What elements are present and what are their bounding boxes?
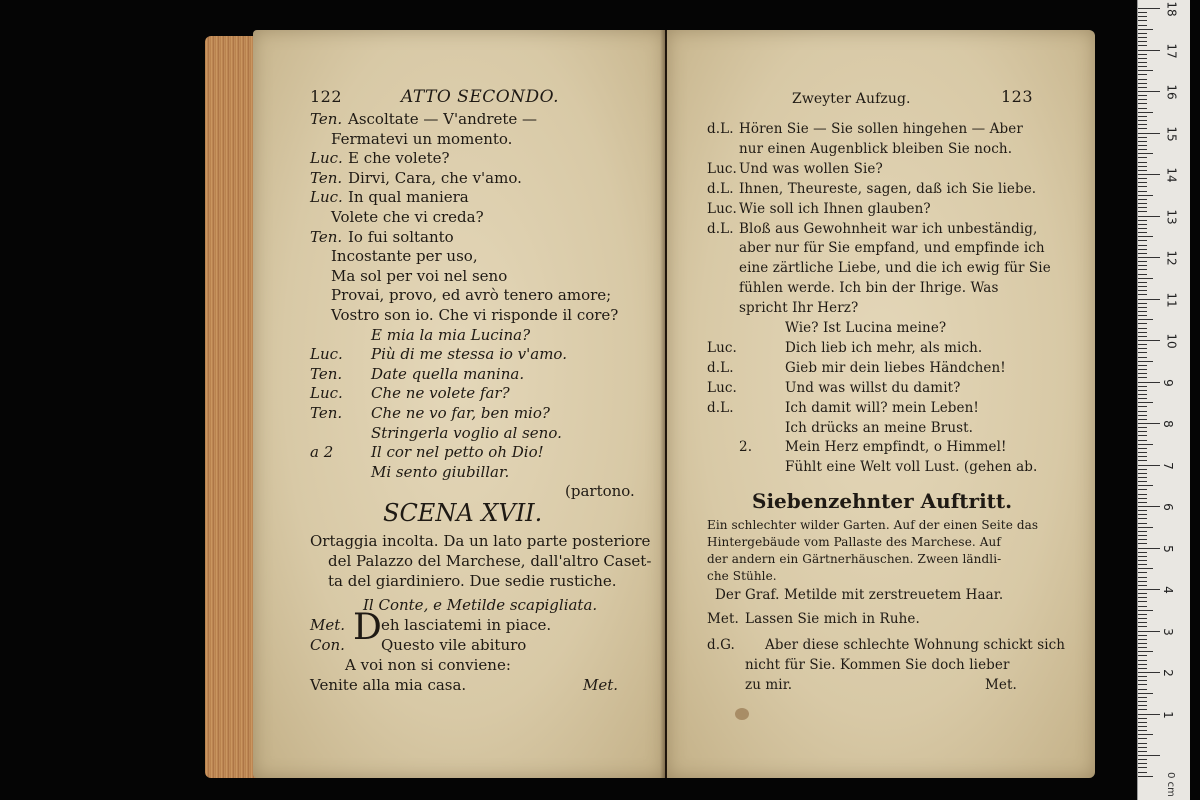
- right-catchword: Met.: [985, 677, 1017, 693]
- ruler-tick: [1138, 535, 1147, 536]
- ruler-tick: [1138, 149, 1147, 150]
- ruler-tick: [1138, 216, 1160, 217]
- ruler-tick: [1138, 606, 1147, 607]
- ruler-tick: [1138, 286, 1147, 287]
- right-speaker: Luc.: [707, 379, 737, 396]
- ruler-tick: [1138, 494, 1147, 495]
- ruler-tick: [1138, 352, 1147, 353]
- ruler-tick: [1138, 651, 1153, 652]
- left-line-text: Provai, provo, ed avrò tenero amore;: [331, 286, 612, 305]
- ruler-tick: [1138, 572, 1147, 573]
- left-speaker: Ten.: [310, 404, 343, 422]
- ruler-tick: [1138, 340, 1160, 341]
- ruler-tick: [1138, 722, 1147, 723]
- ruler-tick: [1138, 232, 1147, 233]
- right-stage-direction-4: che Stühle.: [707, 569, 777, 583]
- ruler-number: 16: [1164, 84, 1179, 100]
- ruler-tick: [1138, 382, 1160, 383]
- ruler-tick: [1138, 697, 1147, 698]
- right-speaker: d.L.: [707, 220, 734, 237]
- right-line-text: fühlen werde. Ich bin der Ihrige. Was: [739, 280, 999, 297]
- left-speaker: Luc.: [310, 384, 343, 403]
- ruler-tick: [1138, 299, 1160, 300]
- ruler-tick: [1138, 332, 1147, 333]
- left-line-text: Mi sento giubillar.: [371, 462, 510, 481]
- left-speaker: Ten.: [310, 227, 343, 246]
- ruler-tick: [1138, 510, 1147, 511]
- left-dialogue-speaker-1: Met.: [310, 616, 346, 634]
- ruler-tick: [1138, 257, 1160, 258]
- right-speaker: Luc.: [707, 200, 737, 217]
- ruler-tick: [1138, 730, 1147, 731]
- ruler-number: 3: [1160, 627, 1175, 636]
- ruler-tick: [1138, 16, 1147, 17]
- ruler-tick: [1138, 738, 1147, 739]
- left-line-text: Volete che vi creda?: [331, 208, 484, 226]
- ruler-tick: [1138, 37, 1147, 38]
- ruler-tick: [1138, 265, 1147, 266]
- ruler-tick: [1138, 419, 1147, 420]
- left-line-text: Che ne vo far, ben mio?: [371, 404, 550, 422]
- ruler-tick: [1138, 311, 1147, 312]
- right-speaker: Luc.: [707, 339, 737, 356]
- ruler-tick: [1138, 626, 1147, 627]
- ruler-tick: [1138, 315, 1147, 316]
- ruler-tick: [1138, 186, 1147, 187]
- ruler-tick: [1138, 714, 1160, 715]
- ruler-tick: [1138, 178, 1147, 179]
- left-line-text: Stringerla voglio al seno.: [371, 423, 562, 442]
- ruler-tick: [1138, 58, 1147, 59]
- ruler-number: 10: [1164, 333, 1179, 349]
- ruler-tick: [1138, 249, 1147, 250]
- right-line-text: Ich damit will? mein Leben!: [785, 399, 979, 416]
- ruler-tick: [1138, 531, 1147, 532]
- ruler-tick: [1138, 261, 1147, 262]
- ruler-number: 6: [1160, 503, 1175, 511]
- ruler-tick: [1138, 751, 1147, 752]
- ruler-tick: [1138, 344, 1147, 345]
- ruler-tick: [1138, 577, 1147, 578]
- right-page: [667, 30, 1095, 778]
- left-line-text: Più di me stessa io v'amo.: [371, 345, 567, 364]
- ruler-tick: [1138, 224, 1147, 225]
- ruler-tick: [1138, 481, 1147, 482]
- right-speaker: d.L.: [707, 359, 734, 376]
- ruler-tick: [1138, 676, 1147, 677]
- left-line-text: Che ne volete far?: [371, 384, 510, 403]
- right-stage-direction-1: Ein schlechter wilder Garten. Auf der einen Seite das: [707, 518, 1039, 532]
- ruler-tick: [1138, 485, 1153, 486]
- ruler-number: 2: [1160, 669, 1175, 677]
- left-line-text: Ma sol per voi nel seno: [331, 266, 508, 285]
- ruler-tick: [1138, 767, 1147, 768]
- measurement-ruler: [1137, 0, 1190, 800]
- ruler-tick: [1138, 552, 1147, 553]
- ruler-tick: [1138, 456, 1147, 457]
- ruler-tick: [1138, 66, 1147, 67]
- ruler-tick: [1138, 452, 1147, 453]
- ruler-number: 11: [1164, 291, 1179, 308]
- ruler-tick: [1138, 348, 1147, 349]
- left-line-text: Io fui soltanto: [348, 227, 454, 246]
- ruler-tick: [1138, 12, 1147, 13]
- ruler-tick: [1138, 199, 1147, 200]
- ruler-tick: [1138, 236, 1153, 237]
- ruler-tick: [1138, 610, 1153, 611]
- ruler-tick: [1138, 336, 1147, 337]
- right-line-text: nur einen Augenblick bleiben Sie noch.: [739, 140, 1013, 157]
- open-book: [205, 30, 1095, 780]
- ruler-number: 13: [1164, 208, 1179, 225]
- ruler-tick: [1138, 112, 1153, 113]
- left-running-header: ATTO SECONDO.: [401, 87, 560, 107]
- right-stage-direction-3: der andern ein Gärtnerhäuschen. Zween ländli-: [707, 552, 1002, 566]
- right-speaker: d.L.: [707, 121, 734, 137]
- right-speaker: 2.: [739, 439, 753, 456]
- ruler-tick: [1138, 431, 1147, 432]
- right-line-text: Und was wollen Sie?: [739, 160, 883, 177]
- ruler-tick: [1138, 328, 1147, 329]
- ruler-tick: [1138, 498, 1147, 499]
- right-line-text: Hören Sie — Sie sollen hingehen — Aber: [739, 121, 1023, 137]
- ruler-tick: [1138, 489, 1147, 490]
- ruler-tick: [1138, 415, 1147, 416]
- right-scene-title: Siebenzehnter Auftritt.: [752, 489, 1013, 513]
- ruler-number: 1: [1160, 710, 1175, 719]
- ruler-tick: [1138, 137, 1147, 138]
- ruler-tick: [1138, 153, 1153, 154]
- ruler-tick: [1138, 390, 1147, 391]
- ruler-unit-label: 0 cm: [1164, 772, 1176, 797]
- ruler-tick: [1138, 556, 1147, 557]
- ruler-number: 4: [1160, 586, 1175, 594]
- left-speaker: Luc.: [310, 345, 343, 364]
- ruler-tick: [1138, 477, 1147, 478]
- ruler-tick: [1138, 514, 1147, 515]
- ruler-tick: [1138, 45, 1147, 46]
- ruler-tick: [1138, 133, 1160, 134]
- left-page-number: 122: [310, 87, 343, 106]
- ruler-tick: [1138, 195, 1153, 196]
- ruler-tick: [1138, 170, 1147, 171]
- right-stage-direction-2: Hintergebäude vom Pallaste des Marchese. Auf: [707, 535, 1001, 549]
- left-characters: Il Conte, e Metilde scapigliata.: [363, 596, 598, 614]
- ruler-tick: [1138, 655, 1147, 656]
- right-characters: Der Graf. Metilde mit zerstreuetem Haar.: [715, 587, 1004, 603]
- ruler-tick: [1138, 145, 1147, 146]
- ruler-tick: [1138, 564, 1147, 565]
- left-catchword: Met.: [583, 676, 619, 694]
- drop-cap: D: [353, 607, 382, 648]
- ruler-tick: [1138, 91, 1160, 92]
- ruler-tick: [1138, 87, 1147, 88]
- ruler-tick: [1138, 759, 1147, 760]
- ruler-tick: [1138, 465, 1160, 466]
- ruler-number: 14: [1164, 167, 1179, 183]
- left-line-text: In qual maniera: [348, 188, 469, 207]
- right-dialogue-text-1: Lassen Sie mich in Ruhe.: [745, 611, 920, 627]
- ruler-tick: [1138, 435, 1147, 436]
- paper-stain: [735, 708, 749, 720]
- ruler-tick: [1138, 523, 1147, 524]
- right-dialogue-speaker-1: Met.: [707, 611, 739, 627]
- ruler-tick: [1138, 182, 1147, 183]
- ruler-tick: [1138, 361, 1153, 362]
- ruler-tick: [1138, 597, 1147, 598]
- ruler-tick: [1138, 54, 1147, 55]
- ruler-tick: [1138, 303, 1147, 304]
- ruler-tick: [1138, 319, 1153, 320]
- ruler-tick: [1138, 506, 1160, 507]
- ruler-tick: [1138, 162, 1147, 163]
- left-dialogue-speaker-2: Con.: [310, 636, 345, 654]
- ruler-tick: [1138, 128, 1147, 129]
- ruler-tick: [1138, 220, 1147, 221]
- right-line-text: eine zärtliche Liebe, und die ich ewig für Sie: [739, 260, 1051, 277]
- right-line-text: Gieb mir dein liebes Händchen!: [785, 359, 1006, 376]
- ruler-tick: [1138, 411, 1147, 412]
- ruler-tick: [1138, 701, 1147, 702]
- ruler-tick: [1138, 560, 1147, 561]
- ruler-tick: [1138, 668, 1147, 669]
- ruler-tick: [1138, 50, 1160, 51]
- right-line-text: Bloß aus Gewohnheit war ich unbeständig,: [739, 220, 1038, 237]
- ruler-tick: [1138, 660, 1147, 661]
- ruler-tick: [1138, 684, 1147, 685]
- right-line-text: Dich lieb ich mehr, als mich.: [785, 339, 983, 356]
- ruler-tick: [1138, 33, 1147, 34]
- ruler-tick: [1138, 191, 1147, 192]
- ruler-tick: [1138, 203, 1147, 204]
- right-line-text: Und was willst du damit?: [785, 379, 961, 396]
- right-dialogue-text-4: zu mir.: [745, 677, 793, 693]
- left-dialogue-text-3: A voi non si conviene:: [345, 656, 511, 674]
- ruler-tick: [1138, 548, 1160, 549]
- left-line-text: Ascoltate — V'andrete —: [348, 110, 538, 128]
- ruler-tick: [1138, 108, 1147, 109]
- ruler-tick: [1138, 278, 1153, 279]
- ruler-tick: [1138, 427, 1147, 428]
- left-line-text: Dirvi, Cara, che v'amo.: [348, 168, 522, 187]
- ruler-tick: [1138, 83, 1147, 84]
- ruler-tick: [1138, 734, 1153, 735]
- ruler-tick: [1138, 639, 1147, 640]
- ruler-tick: [1138, 377, 1147, 378]
- right-dialogue-speaker-2: d.G.: [707, 637, 735, 653]
- ruler-tick: [1138, 473, 1147, 474]
- ruler-tick: [1138, 689, 1147, 690]
- ruler-tick: [1138, 647, 1147, 648]
- right-speaker: d.L.: [707, 180, 734, 197]
- left-stage-direction-1: Ortaggia incolta. Da un lato parte posteriore: [310, 532, 651, 550]
- left-scene-title: SCENA XVII.: [383, 499, 543, 527]
- left-line-text: Vostro son io. Che vi risponde il core?: [331, 306, 619, 324]
- ruler-tick: [1138, 70, 1153, 71]
- ruler-tick: [1138, 440, 1147, 441]
- ruler-number: 18: [1164, 1, 1179, 17]
- right-running-header: Zweyter Aufzug.: [792, 91, 911, 107]
- ruler-tick: [1138, 618, 1147, 619]
- ruler-tick: [1138, 601, 1147, 602]
- ruler-tick: [1138, 614, 1147, 615]
- left-line-text: Date quella manina.: [371, 364, 525, 383]
- ruler-tick: [1138, 709, 1147, 710]
- ruler-tick: [1138, 25, 1147, 26]
- left-speaker: Luc.: [310, 188, 343, 207]
- ruler-number: 5: [1160, 544, 1175, 553]
- left-line-text: Incostante per uso,: [331, 247, 478, 266]
- ruler-tick: [1138, 776, 1153, 777]
- left-dialogue-text-1: eh lasciatemi in piace.: [381, 616, 552, 634]
- ruler-tick: [1138, 502, 1147, 503]
- ruler-tick: [1138, 406, 1147, 407]
- ruler-tick: [1138, 518, 1147, 519]
- ruler-tick: [1138, 95, 1147, 96]
- left-stage-direction-2: del Palazzo del Marchese, dall'altro Caset-: [328, 552, 652, 570]
- right-line-text: Ich drücks an meine Brust.: [785, 419, 974, 436]
- ruler-tick: [1138, 253, 1147, 254]
- ruler-tick: [1138, 460, 1147, 461]
- ruler-tick: [1138, 141, 1147, 142]
- left-speaker: a 2: [310, 443, 334, 462]
- ruler-tick: [1138, 755, 1160, 756]
- ruler-tick: [1138, 448, 1147, 449]
- ruler-tick: [1138, 763, 1147, 764]
- left-line-text: E che volete?: [348, 149, 450, 168]
- ruler-tick: [1138, 74, 1147, 75]
- ruler-tick: [1138, 240, 1147, 241]
- ruler-tick: [1138, 41, 1147, 42]
- ruler-tick: [1138, 373, 1147, 374]
- ruler-tick: [1138, 365, 1147, 366]
- ruler-tick: [1138, 8, 1160, 9]
- ruler-tick: [1138, 622, 1147, 623]
- ruler-tick: [1138, 103, 1147, 104]
- right-page-number: 123: [1001, 87, 1034, 106]
- ruler-tick: [1138, 20, 1147, 21]
- ruler-tick: [1138, 593, 1147, 594]
- ruler-tick: [1138, 543, 1147, 544]
- ruler-tick: [1138, 274, 1147, 275]
- ruler-tick: [1138, 680, 1147, 681]
- ruler-tick: [1138, 705, 1147, 706]
- ruler-tick: [1138, 357, 1147, 358]
- left-line-text: E mia la mia Lucina?: [371, 325, 531, 344]
- ruler-number: 17: [1164, 42, 1179, 59]
- ruler-number: 12: [1164, 250, 1179, 266]
- ruler-tick: [1138, 402, 1153, 403]
- ruler-tick: [1138, 228, 1147, 229]
- ruler-tick: [1138, 294, 1147, 295]
- ruler-tick: [1138, 643, 1147, 644]
- left-stage-direction-3: ta del giardiniero. Due sedie rustiche.: [328, 572, 617, 590]
- ruler-tick: [1138, 394, 1147, 395]
- right-speaker: Luc.: [707, 160, 737, 177]
- right-line-text: Wie? Ist Lucina meine?: [785, 320, 947, 336]
- left-speaker: Luc.: [310, 149, 343, 168]
- ruler-tick: [1138, 444, 1153, 445]
- right-line-text: Wie soll ich Ihnen glauben?: [739, 200, 931, 217]
- ruler-tick: [1138, 631, 1160, 632]
- ruler-tick: [1138, 539, 1147, 540]
- ruler-tick: [1138, 747, 1147, 748]
- ruler-tick: [1138, 718, 1147, 719]
- ruler-tick: [1138, 323, 1147, 324]
- ruler-tick: [1138, 672, 1160, 673]
- left-line-text: (partono.: [565, 482, 635, 501]
- ruler-tick: [1138, 166, 1147, 167]
- ruler-number: 8: [1160, 420, 1175, 428]
- ruler-tick: [1138, 726, 1147, 727]
- right-dialogue-text-2: Aber diese schlechte Wohnung schickt sich: [765, 637, 1066, 653]
- ruler-tick: [1138, 245, 1147, 246]
- left-line-text: Fermatevi un momento.: [331, 129, 513, 148]
- ruler-tick: [1138, 120, 1147, 121]
- ruler-tick: [1138, 693, 1153, 694]
- ruler-tick: [1138, 585, 1147, 586]
- left-page: [253, 30, 665, 778]
- ruler-tick: [1138, 581, 1147, 582]
- page-edges: [205, 36, 259, 778]
- ruler-tick: [1138, 290, 1147, 291]
- left-speaker: Ten.: [310, 168, 343, 187]
- left-dialogue-text-2: Questo vile abituro: [381, 636, 527, 654]
- ruler-tick: [1138, 282, 1147, 283]
- ruler-tick: [1138, 116, 1147, 117]
- ruler-tick: [1138, 568, 1153, 569]
- ruler-tick: [1138, 211, 1147, 212]
- right-line-text: Fühlt eine Welt voll Lust. (gehen ab.: [785, 459, 1038, 476]
- ruler-tick: [1138, 398, 1147, 399]
- ruler-tick: [1138, 635, 1147, 636]
- ruler-tick: [1138, 386, 1147, 387]
- ruler-tick: [1138, 269, 1147, 270]
- ruler-number: 15: [1164, 125, 1179, 142]
- right-line-text: aber nur für Sie empfand, und empfinde ich: [739, 240, 1045, 257]
- right-dialogue-text-3: nicht für Sie. Kommen Sie doch lieber: [745, 657, 1010, 673]
- left-line-text: Il cor nel petto oh Dio!: [371, 443, 544, 462]
- ruler-tick: [1138, 307, 1147, 308]
- right-line-text: Ihnen, Theureste, sagen, daß ich Sie liebe.: [739, 180, 1037, 197]
- ruler-tick: [1138, 29, 1153, 30]
- ruler-tick: [1138, 124, 1147, 125]
- ruler-tick: [1138, 772, 1147, 773]
- ruler-tick: [1138, 99, 1147, 100]
- left-speaker: Ten.: [310, 110, 343, 128]
- right-line-text: Mein Herz empfindt, o Himmel!: [785, 439, 1007, 456]
- ruler-tick: [1138, 369, 1147, 370]
- ruler-tick: [1138, 174, 1160, 175]
- ruler-tick: [1138, 207, 1147, 208]
- ruler-tick: [1138, 79, 1147, 80]
- left-speaker: Ten.: [310, 364, 343, 383]
- ruler-tick: [1138, 469, 1147, 470]
- ruler-tick: [1138, 157, 1147, 158]
- ruler-tick: [1138, 62, 1147, 63]
- ruler-tick: [1138, 589, 1160, 590]
- right-line-text: spricht Ihr Herz?: [739, 300, 859, 317]
- ruler-tick: [1138, 664, 1147, 665]
- left-dialogue-text-4: Venite alla mia casa.: [310, 676, 467, 694]
- ruler-tick: [1138, 423, 1160, 424]
- ruler-number: 7: [1160, 461, 1175, 470]
- ruler-tick: [1138, 743, 1147, 744]
- ruler-number: 9: [1160, 378, 1175, 387]
- right-speaker: d.L.: [707, 399, 734, 416]
- ruler-tick: [1138, 527, 1153, 528]
